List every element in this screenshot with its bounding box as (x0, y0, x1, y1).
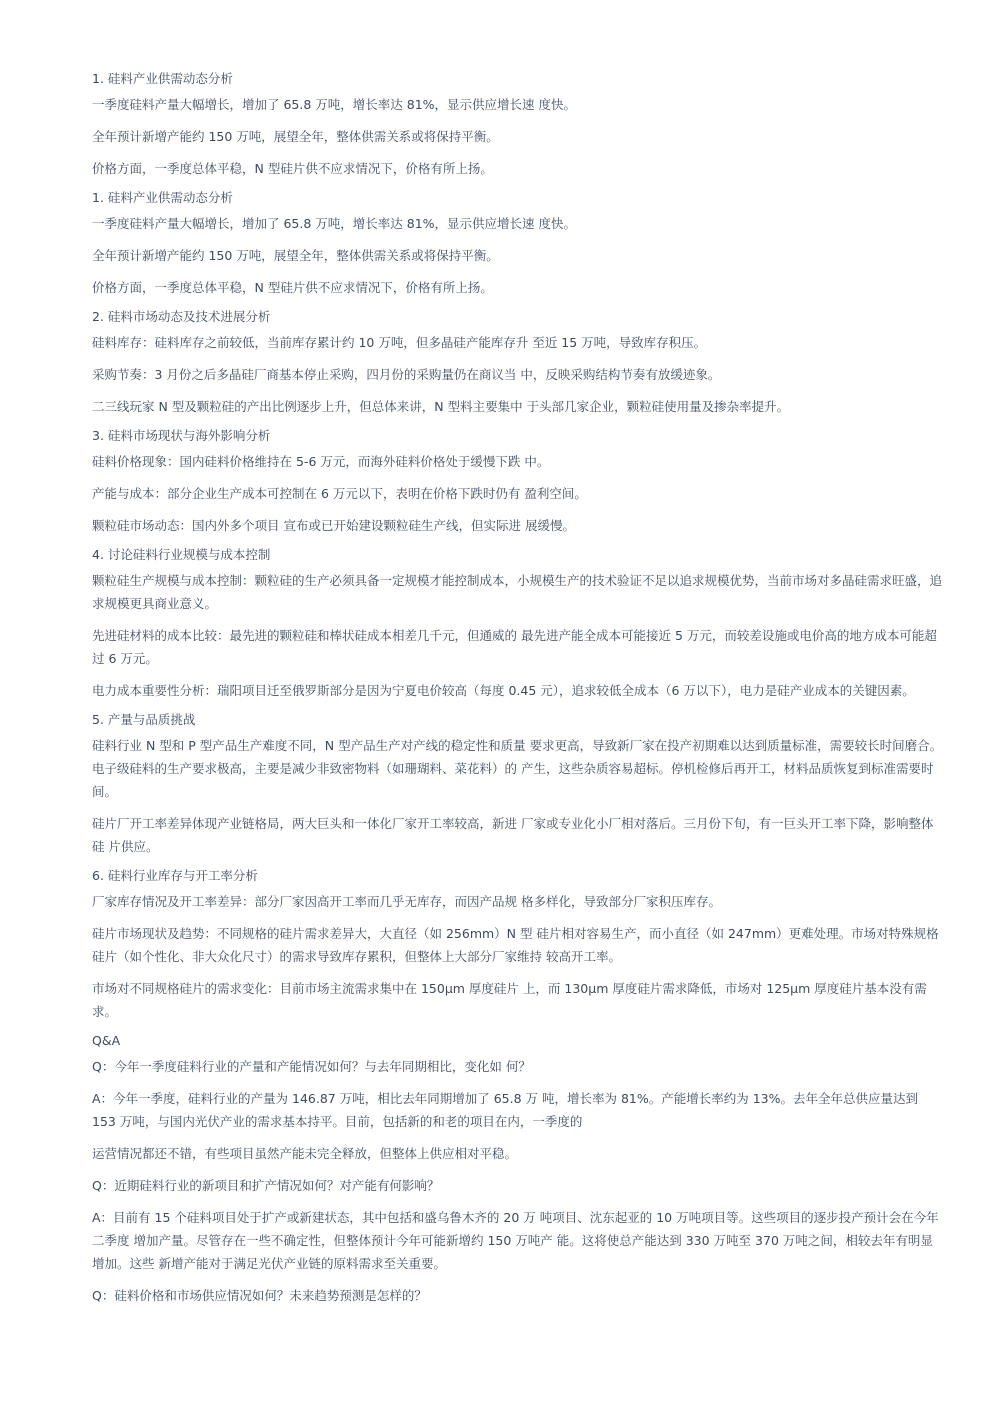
section-heading: 1. 硅料产业供需动态分析 (92, 71, 233, 86)
paragraph: 硅片市场现状及趋势：不同规格的硅片需求差异大，大直径（如 256mm）N 型 硅片相对容易生产，而小直径（如 247mm）更难处理。市场对特殊规格硅片（如个性化、非大众化尺寸）的需求导致库存累积，但整体上大部分厂家维持 较高开工率。 (92, 926, 939, 964)
paragraph: 一季度硅料产量大幅增长，增加了 65.8 万吨，增长率达 81%，显示供应增长速 度快。 (92, 216, 577, 231)
paragraph: 硅料价格现象：国内硅料价格维持在 5-6 万元，而海外硅料价格处于缓慢下跌 中。 (92, 454, 550, 469)
question: Q：硅料价格和市场供应情况如何？未来趋势预测是怎样的？ (92, 1288, 427, 1303)
paragraph: 全年预计新增产能约 150 万吨，展望全年，整体供需关系或将保持平衡。 (92, 129, 499, 144)
section-heading: 4. 讨论硅料行业规模与成本控制 (92, 547, 271, 562)
section-heading: 5. 产量与品质挑战 (92, 712, 196, 727)
paragraph: 市场对不同规格硅片的需求变化：目前市场主流需求集中在 150μm 厚度硅片 上，而 130μm 厚度硅片需求降低，市场对 125μm 厚度硅片基本没有需求。 (92, 981, 927, 1019)
paragraph: 颗粒硅市场动态：国内外多个项目 宣布或已开始建设颗粒硅生产线，但实际进 展缓慢。 (92, 518, 575, 533)
paragraph: 颗粒硅生产规模与成本控制：颗粒硅的生产必须具备一定规模才能控制成本，小规模生产的技术验证不足以追求规模优势，当前市场对多晶硅需求旺盛，追 求规模更具商业意义。 (92, 573, 943, 611)
answer: A：今年一季度，硅料行业的产量为 146.87 万吨，相比去年同期增加了 65.8 万 吨，增长率为 81%。产能增长率约为 13%。去年全年总供应量达到 153 万吨，与国内光伏产业的需求基本持平。目前，包括新的和老的项目在内，一季度的 (92, 1091, 919, 1129)
paragraph: 全年预计新增产能约 150 万吨，展望全年，整体供需关系或将保持平衡。 (92, 248, 499, 263)
section-heading: 6. 硅料行业库存与开工率分析 (92, 868, 258, 883)
section (92, 427, 944, 537)
section-heading: 3. 硅料市场现状与海外影响分析 (92, 428, 271, 443)
section (92, 189, 944, 299)
paragraph: 二三线玩家 N 型及颗粒硅的产出比例逐步上升，但总体来讲，N 型料主要集中 于头部几家企业，颗粒硅使用量及掺杂率提升。 (92, 399, 790, 414)
section (92, 308, 944, 418)
paragraph: 产能与成本：部分企业生产成本可控制在 6 万元以下，表明在价格下跌时仍有 盈利空间。 (92, 486, 587, 501)
section (92, 546, 944, 702)
paragraph: 先进硅材料的成本比较：最先进的颗粒硅和棒状硅成本相差几千元，但通威的 最先进产能全成本可能接近 5 万元，而较差设施或电价高的地方成本可能超过 6 万元。 (92, 628, 937, 666)
paragraph: 硅片厂开工率差异体现产业链格局，两大巨头和一体化厂家开工率较高，新进 厂家或专业化小厂相对落后。三月份下旬，有一巨头开工率下降，影响整体硅 片供应。 (92, 816, 934, 854)
paragraph: 硅料库存：硅料库存之前较低，当前库存累计约 10 万吨，但多晶硅产能库存升 至近 15 万吨，导致库存积压。 (92, 335, 707, 350)
qa-section (92, 1032, 944, 1307)
paragraph: 价格方面，一季度总体平稳，N 型硅片供不应求情况下，价格有所上扬。 (92, 280, 493, 295)
question: Q：今年一季度硅料行业的产量和产能情况如何？与去年同期相比，变化如 何？ (92, 1059, 531, 1074)
answer: A：目前有 15 个硅料项目处于扩产或新建状态，其中包括和盛乌鲁木齐的 20 万 吨项目、沈东起亚的 10 万吨项目等。这些项目的逐步投产预计会在今年二季度 增加产量。尽管存在一些不确定性，但整体预计今年可能新增约 150 万吨产 能。这将使总产能达到 330 万吨至 370 万吨之间，相较去年有明显增加。这些 新增产能对于满足光伏产业链的原料需求至关重要。 (92, 1210, 939, 1271)
section-heading: Q&A (92, 1033, 121, 1048)
question: Q：近期硅料行业的新项目和扩产情况如何？对产能有何影响？ (92, 1178, 440, 1193)
section-heading: 1. 硅料产业供需动态分析 (92, 190, 233, 205)
document-page (92, 70, 944, 1316)
paragraph: 价格方面，一季度总体平稳，N 型硅片供不应求情况下，价格有所上扬。 (92, 161, 493, 176)
paragraph: 电力成本重要性分析：瑞阳项目迁至俄罗斯部分是因为宁夏电价较高（每度 0.45 元），追求较低全成本（6 万以下），电力是硅产业成本的关键因素。 (92, 683, 915, 698)
section (92, 867, 944, 1023)
paragraph: 一季度硅料产量大幅增长，增加了 65.8 万吨，增长率达 81%，显示供应增长速 度快。 (92, 97, 577, 112)
paragraph: 厂家库存情况及开工率差异：部分厂家因高开工率而几乎无库存，而因产品规 格多样化，导致部分厂家积压库存。 (92, 894, 721, 909)
section (92, 70, 944, 180)
paragraph: 硅料行业 N 型和 P 型产品生产难度不同，N 型产品生产对产线的稳定性和质量 要求更高，导致新厂家在投产初期难以达到质量标准，需要较长时间磨合。电子级硅料的生产要求极高，主要是减少非致密物料（如珊瑚料、菜花料）的 产生，这些杂质容易超标。停机检修后再开工，材料品质恢复到标准需要时 间。 (92, 738, 943, 799)
section (92, 711, 944, 858)
section-heading: 2. 硅料市场动态及技术进展分析 (92, 309, 271, 324)
paragraph: 采购节奏：3 月份之后多晶硅厂商基本停止采购，四月份的采购量仍在商议当 中，反映采购结构节奏有放缓迹象。 (92, 367, 721, 382)
answer-continued: 运营情况都还不错，有些项目虽然产能未完全释放，但整体上供应相对平稳。 (92, 1146, 518, 1161)
